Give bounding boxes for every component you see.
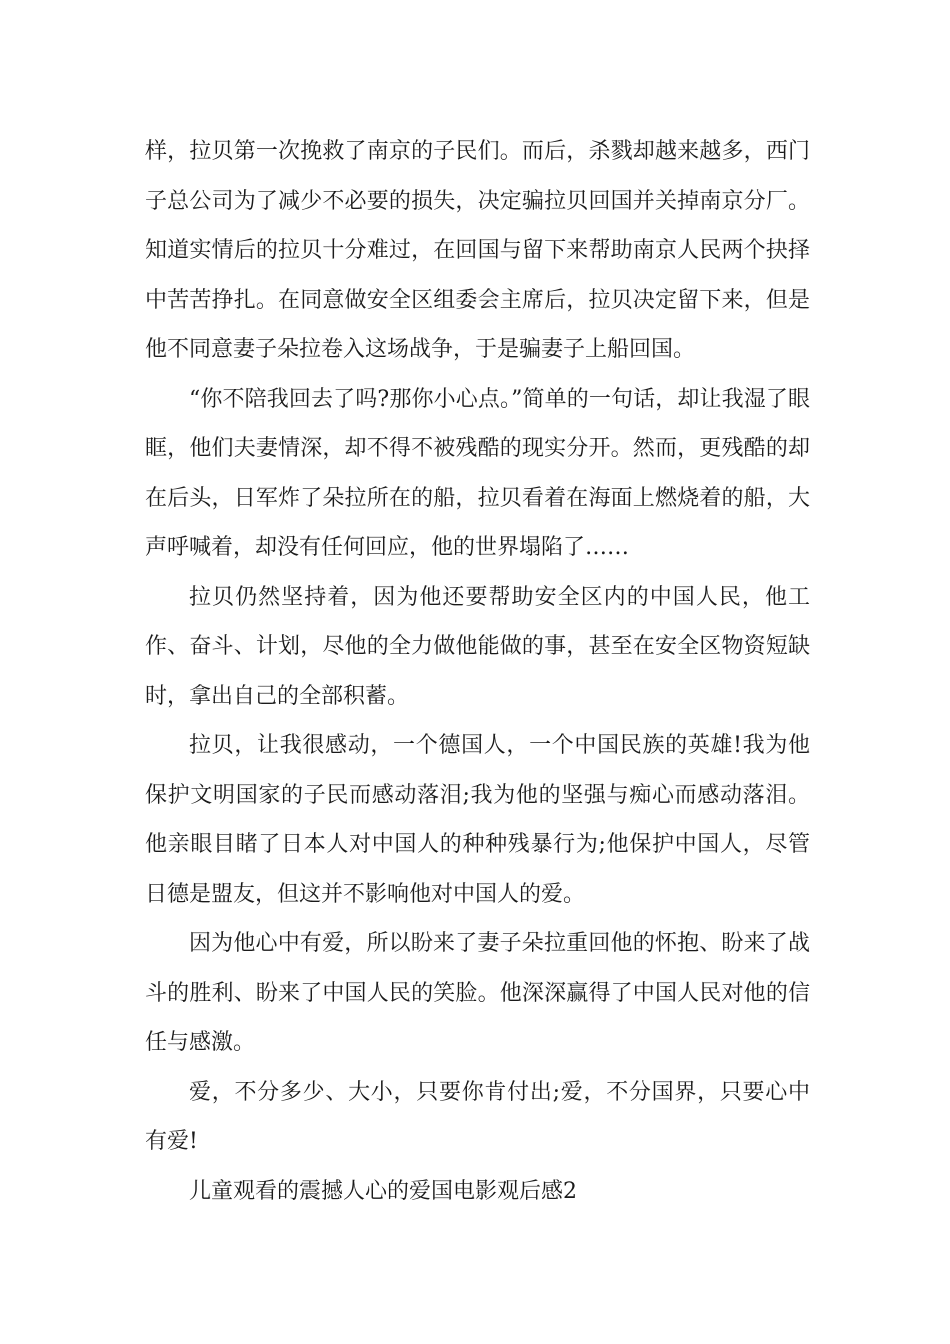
paragraph: 因为他心中有爱，所以盼来了妻子朵拉重回他的怀抱、盼来了战斗的胜利、盼来了中国人民的笑脸。他深深赢得了中国人民对他的信任与感激。: [145, 931, 810, 1055]
section-heading: 儿童观看的震撼人心的爱国电影观后感2: [189, 1178, 577, 1204]
paragraph: 爱，不分多少、大小，只要你肯付出;爱，不分国界，只要心中有爱!: [145, 1079, 810, 1154]
paragraph: 样，拉贝第一次挽救了南京的子民们。而后，杀戮却越来越多，西门子总公司为了减少不必要的损失，决定骗拉贝回国并关掉南京分厂。知道实情后的拉贝十分难过，在回国与留下来帮助南京人民两个抉择中苦苦挣扎。在同意做安全区组委会主席后，拉贝决定留下来，但是他不同意妻子朵拉卷入这场战争，于是骗妻子上船回国。: [145, 139, 810, 362]
document-body: [145, 127, 810, 1216]
paragraph: 拉贝，让我很感动，一个德国人，一个中国民族的英雄!我为他保护文明国家的子民而感动落泪;我为他的坚强与痴心而感动落泪。他亲眼目睹了日本人对中国人的种种残暴行为;他保护中国人，尽管日德是盟友，但这并不影响他对中国人的爱。: [145, 733, 810, 907]
paragraph: “你不陪我回去了吗?那你小心点。”简单的一句话，却让我湿了眼眶，他们夫妻情深，却不得不被残酷的现实分开。然而，更残酷的却在后头，日军炸了朵拉所在的船，拉贝看着在海面上燃烧着的船，大声呼喊着，却没有任何回应，他的世界塌陷了……: [145, 386, 810, 560]
paragraph: 拉贝仍然坚持着，因为他还要帮助安全区内的中国人民，他工作、奋斗、计划，尽他的全力做他能做的事，甚至在安全区物资短缺时，拿出自己的全部积蓄。: [145, 584, 810, 709]
